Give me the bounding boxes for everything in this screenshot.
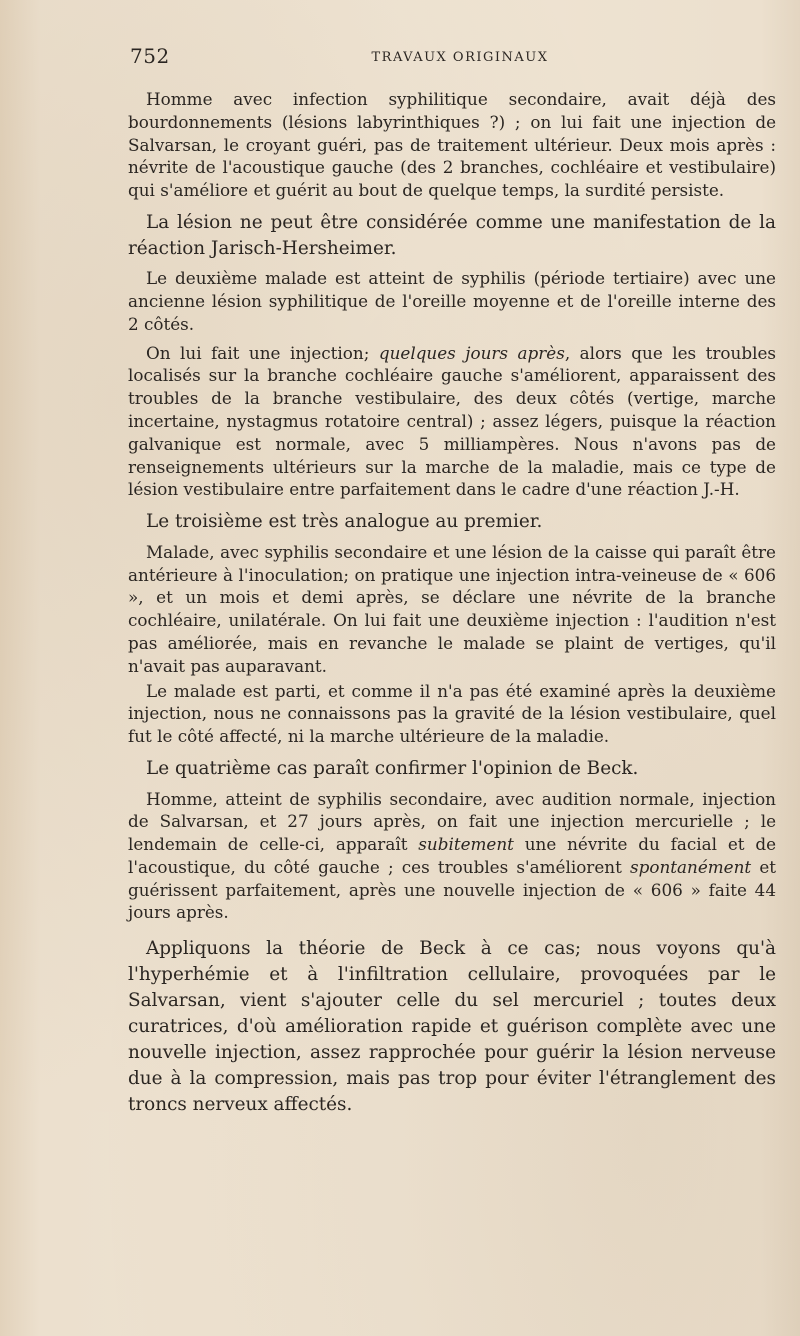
page-header — [130, 44, 770, 68]
running-head: TRAVAUX ORIGINAUX — [371, 50, 549, 65]
paragraph-case-3-followup: Le malade est parti, et comme il n'a pas été examiné après la deuxième injection, nous ne connaissons pas la gravité de la lésion vestibulaire, quel fut le côté affecté, ni la marche ultérieure de la maladie. — [128, 680, 776, 747]
case-4-text-a: Homme, atteint de syphilis secondaire, avec audition normale, injection de Salvarsan, et 27 jours après, on fait une injection mercurielle ; le lendemain de celle-ci, apparaît — [128, 788, 776, 855]
case-4-emphasis-1: subitement — [418, 834, 514, 855]
case-4-text-c: et guérissent parfaitement, après une nouvelle injection de « 606 » faite 44 jours après. — [128, 856, 777, 923]
paragraph-case-4-heading: Le quatrième cas paraît confirmer l'opinion de Beck. — [146, 757, 639, 779]
paragraph-case-3-heading: Le troisième est très analogue au premier. — [146, 511, 543, 533]
page-number: 752 — [130, 44, 170, 68]
paragraph-case-3-detail: Malade, avec syphilis secondaire et une lésion de la caisse qui paraît être antérieure à l'inoculation; on pratique une injection intra-veineuse de « 606 », et un mois et demi après, se déclare une névrite de la branche cochléaire, unilatérale. On lui fait une deuxième injection : l'audition n'est pas améliorée, mais en revanche le malade se plaint de vertiges, qu'il n'avait pas auparavant. — [128, 541, 776, 676]
body-text — [128, 88, 776, 1118]
case-2-emphasis: quelques jours après — [378, 342, 565, 363]
case-2-text-a: On lui fait une injection; — [146, 342, 379, 363]
case-4-text-b: une névrite du facial et de l'acoustique, du côté gauche ; ces troubles s'améliorent — [128, 834, 777, 877]
paragraph-conclusion-1: La lésion ne peut être considérée comme une manifestation de la réaction Jarisch-Hersheimer. — [128, 211, 776, 259]
paragraph-case-2-intro: Le deuxième malade est atteint de syphilis (période tertiaire) avec une ancienne lésion syphilitique de l'oreille moyenne et de l'oreille interne des 2 côtés. — [128, 268, 776, 334]
paragraph-case-4-detail — [128, 788, 776, 925]
paragraph-theory: Appliquons la théorie de Beck à ce cas; nous voyons qu'à l'hyperhémie et à l'infiltration cellulaire, provoquées par le Salvarsan, vient s'ajouter celle du sel mercuriel ; toutes deux curatrices, d'où amélioration rapide et guérison complète avec une nouvelle injection, assez rapprochée pour guérir la lésion nerveuse due à la compression, mais pas trop pour éviter l'étranglement des troncs nerveux affectés. — [128, 938, 776, 1116]
case-4-emphasis-2: spontanément — [630, 856, 752, 877]
paragraph-case-2-detail — [128, 342, 776, 502]
paragraph-case-1: Homme avec infection syphilitique secondaire, avait déjà des bourdonnements (lésions labyrinthiques ?) ; on lui fait une injection de Salvarsan, le croyant guéri, pas de traitement ultérieur. Deux mois après : névrite de l'acoustique gauche (des 2 branches, cochléaire et vestibulaire) qui s'améliore et guérit au bout de quelque temps, la surdité persiste. — [128, 89, 776, 201]
case-2-text-b: , alors que les troubles localisés sur la branche cochléaire gauche s'améliorent, apparaissent des troubles de la branche vestibulaire, des deux côtés (vertige, marche incertaine, nystagmus rotatoire central) ; assez légers, puisque la réaction galvanique est normale, avec 5 milliampères. Nous n'avons pas de renseignements ultérieurs sur la marche de la maladie, mais ce type de lésion vestibulaire entre parfaitement dans le cadre d'une réaction J.-H. — [128, 342, 776, 500]
